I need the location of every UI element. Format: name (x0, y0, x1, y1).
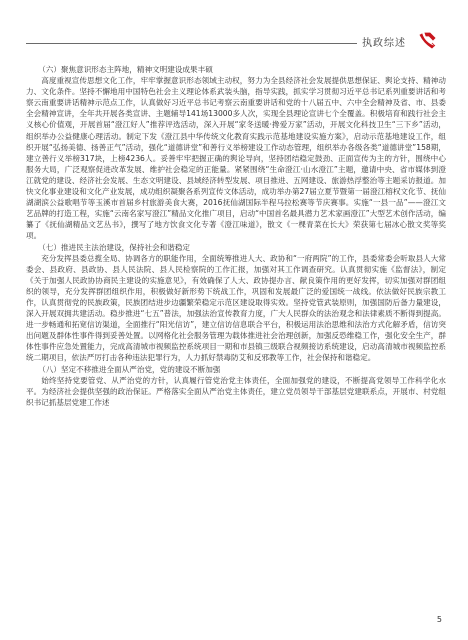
paragraph: 始终坚持党要管党、从严治党的方针，认真履行管党治党主体责任，全面加强党的建设，不断提高党领导工作科学化水平。为经济社会提供坚强的政治保证。严格落实全面从严治党主体责任，建立党员领导干部基层党建联系点，开展市、村党组织书记抓基层党建工作述 (26, 375, 446, 407)
party-emblem-icon (418, 30, 438, 50)
section-heading: （八）坚定不移推进全面从严治党，党的建设不断加强 (38, 364, 221, 374)
body-content (26, 64, 446, 408)
paragraph: 高度重视宣传思想文化工作，牢牢掌握意识形态领域主动权，努力为全县经济社会发展提供思想保证、舆论支持、精神动力、文化条件。坚持不懈地用中国特色社会主义理论体系武装头脑，指导实践，抓实学习贯彻习近平总书记系列重要讲话和考察云南重要讲话精神示范点工作，认真做好习近平总书记考察云南重要讲话和党的十八届五中、六中全会精神及省、市、县委全会精神宣讲，全年共开展各类宣讲、主题辅导141场13000多人次，实现全县理论宣讲七个全覆盖。积极培育和践行社会主义核心价值观，开展首届“澄江好人”推荐评选活动，深入开展“家冬送暖·搀爱万家”活动，开展文化科技卫生“三下乡”活动，组织举办公益健康心理活动。制定下发《澄江县中华传统文化教育实践示范基地建设实施方案》，启动示范基地建设工作，组织开展“弘扬美德、扬善正气”活动，强化“道德讲堂”和善行义举榜建设工作动态管理，组织举办各级各类“道德讲堂”158期，建立善行义举榜317块，上榜4236人。妥善牢牢把握正确的舆论导向，坚持团结稳定鼓劲、正面宣传为主的方针，围绕中心服务大局，广泛观察促进改革发展、维护社会稳定的正能量。紧紧围绕“生命澄江·山水澄江”主题，邀请中央、省市媒体到澄江就党的建设、经济社会发展、生态文明建设、县域经济转型发展、项目推进、五网建设、旅游热浮整治等主题采访报道。加快文化事业建设和文化产业发展，成功组织凝聚各系列宣传文体活动，成功举办第27届立夏节暨第一届澄江榕权文化节、抚仙湖湖滨公益歌唱节等玉溪市首届乡村旅游美食大赛，2016抚仙湖国际半程马拉松赛等节庆赛事。实施“一县一品”——澄江文艺品牌的打造工程，实施“云南名家写澄江”精品文化推广项目，启动“中国首名最具潜力艺术家画澄江”大型艺术创作活动，编纂了《抚仙湖精品文艺丛书》，撰写了地方饮食文化专著《澄江味道》，散文《一棵青菜在长大》荣获第七届冰心散文奖等奖项。 (26, 76, 446, 241)
paragraph: 充分发挥县委总揽全局、协调各方的职能作用，全面统筹推进人大、政协和“一府两院”的工作，县委常委会听取县人大常委会、县政府、县政协、县人民法院、县人民检察院的工作汇报，加强对其工作调查研究。认真贯彻实施《监督法》，制定《关于加强人民政协协商民主建设的实施意见》，有效确保了人大、政协提办言、献良策作用的更好发挥，切实加强对群团组织的领导，充分发挥群团组织作用，积极做好新形势下统战工作，巩固和发展最广泛的爱国统一战线。依法做好民族宗教工作，认真贯彻党的民族政策，民族团结进步边疆繁荣稳定示范区建设取得实效。坚持党管武装原则，加强国防后备力量建设，深入开展双拥共建活动。稳步推进“七五”普法，加强法治宣传教育力度，广大人民群众的法治观念和法律素质不断得到提高。进一步畅通和拓宽信访渠道，全面推行“阳光信访”，建立信访信息联合平台，积极运用法治思维和法治方式化解矛盾，信访突出问题及群体性事件得到妥善处置。以网格化社会服务管理为载体推进社会治理创新，加强反恐维稳工作，强化安全生产，群体性事件应急处置能力，完成高清城市视频监控系统项目一期和市县镇三级联合视频接访系统建设，启动高清城市视频监控系统二期项目，依法严厉打击各种违法犯罪行为，人力抓好禁毒防艾和反邪教等工作，社会保持和谐稳定。 (26, 253, 446, 363)
header-title: 执政综述 (357, 34, 406, 49)
header-rule (26, 43, 406, 44)
page-header (0, 30, 468, 50)
section-heading: （七）推进民主法治建设，保持社会和谐稳定 (38, 242, 191, 252)
page-number: 5 (436, 615, 442, 624)
section-heading: （六）聚焦意识形态主阵地，精神文明建设成果丰硕 (38, 65, 213, 74)
